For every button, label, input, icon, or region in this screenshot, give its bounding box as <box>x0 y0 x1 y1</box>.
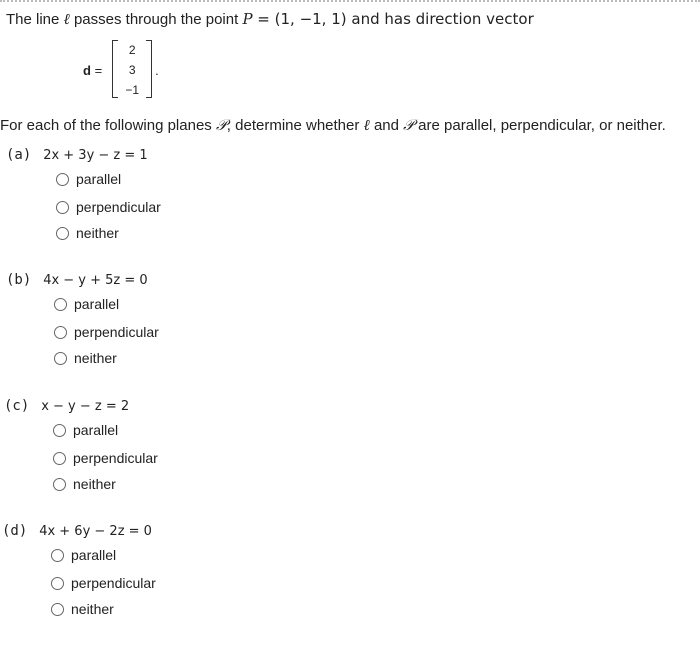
question-text <box>0 116 666 135</box>
option-a-neither[interactable] <box>56 225 119 241</box>
part-label: (b) <box>6 272 32 288</box>
intro-prefix: The line <box>6 11 60 28</box>
radio-button[interactable] <box>54 326 67 339</box>
option-label: perpendicular <box>76 199 161 215</box>
vector-component-x: 2 <box>128 43 136 57</box>
option-a-parallel[interactable] <box>56 171 121 187</box>
question-middle: , determine whether <box>226 117 360 134</box>
direction-vector <box>83 40 159 100</box>
option-label: perpendicular <box>74 324 159 340</box>
plane-equation: 4x − y + 5z = 0 <box>43 273 148 288</box>
plane-symbol-2: 𝒫 <box>403 116 414 134</box>
question-before: For each of the following planes <box>0 117 212 134</box>
radio-button[interactable] <box>56 227 69 240</box>
radio-button[interactable] <box>53 452 66 465</box>
option-d-perpendicular[interactable] <box>51 575 156 591</box>
option-label: perpendicular <box>73 450 158 466</box>
vector-trailing: . <box>155 62 159 78</box>
radio-button[interactable] <box>53 424 66 437</box>
vector-matrix <box>112 40 152 100</box>
matrix-right-bracket <box>146 40 152 98</box>
option-label: perpendicular <box>71 575 156 591</box>
option-d-neither[interactable] <box>51 601 114 617</box>
part-a <box>6 146 148 163</box>
question-and: and <box>373 117 399 134</box>
vector-lhs <box>83 63 102 78</box>
radio-button[interactable] <box>56 201 69 214</box>
question-after: are parallel, perpendicular, or neither. <box>418 117 666 134</box>
part-b <box>6 271 148 288</box>
top-border <box>0 0 700 5</box>
option-b-perpendicular[interactable] <box>54 324 159 340</box>
option-c-parallel[interactable] <box>53 422 118 438</box>
radio-button[interactable] <box>51 603 64 616</box>
plane-equation: 2x + 3y − z = 1 <box>43 148 148 163</box>
radio-button[interactable] <box>51 549 64 562</box>
option-d-parallel[interactable] <box>51 547 116 563</box>
plane-symbol: 𝒫 <box>215 116 227 134</box>
option-c-perpendicular[interactable] <box>53 450 158 466</box>
problem-intro <box>6 10 534 29</box>
radio-button[interactable] <box>51 577 64 590</box>
part-label: (a) <box>6 147 32 163</box>
vector-equals: = <box>94 62 103 78</box>
matrix-left-bracket <box>112 40 118 98</box>
option-c-neither[interactable] <box>53 476 116 492</box>
option-label: parallel <box>71 547 117 563</box>
point-value: = (1, −1, 1) and has direction vector <box>252 10 534 28</box>
point-name: P <box>242 10 253 28</box>
part-label: (d) <box>2 523 28 539</box>
line-symbol: ℓ <box>63 10 70 28</box>
intro-middle: passes through the point <box>73 11 239 28</box>
vector-component-y: 3 <box>128 63 136 77</box>
option-label: neither <box>73 476 116 492</box>
vector-name: d <box>83 62 91 78</box>
radio-button[interactable] <box>54 298 67 311</box>
plane-equation: 4x + 6y − 2z = 0 <box>39 524 152 539</box>
option-label: parallel <box>74 296 120 312</box>
option-b-neither[interactable] <box>54 350 117 366</box>
option-label: neither <box>74 350 117 366</box>
part-label: (c) <box>4 398 30 414</box>
radio-button[interactable] <box>53 478 66 491</box>
radio-button[interactable] <box>54 352 67 365</box>
line-symbol-2: ℓ <box>363 116 370 134</box>
option-label: parallel <box>76 171 122 187</box>
vector-component-z: −1 <box>125 83 140 97</box>
radio-button[interactable] <box>56 173 69 186</box>
plane-equation: x − y − z = 2 <box>41 399 130 414</box>
option-label: parallel <box>73 422 119 438</box>
option-a-perpendicular[interactable] <box>56 199 161 215</box>
option-label: neither <box>76 225 119 241</box>
part-c <box>4 397 129 414</box>
part-d <box>2 522 152 539</box>
option-label: neither <box>71 601 114 617</box>
option-b-parallel[interactable] <box>54 296 119 312</box>
